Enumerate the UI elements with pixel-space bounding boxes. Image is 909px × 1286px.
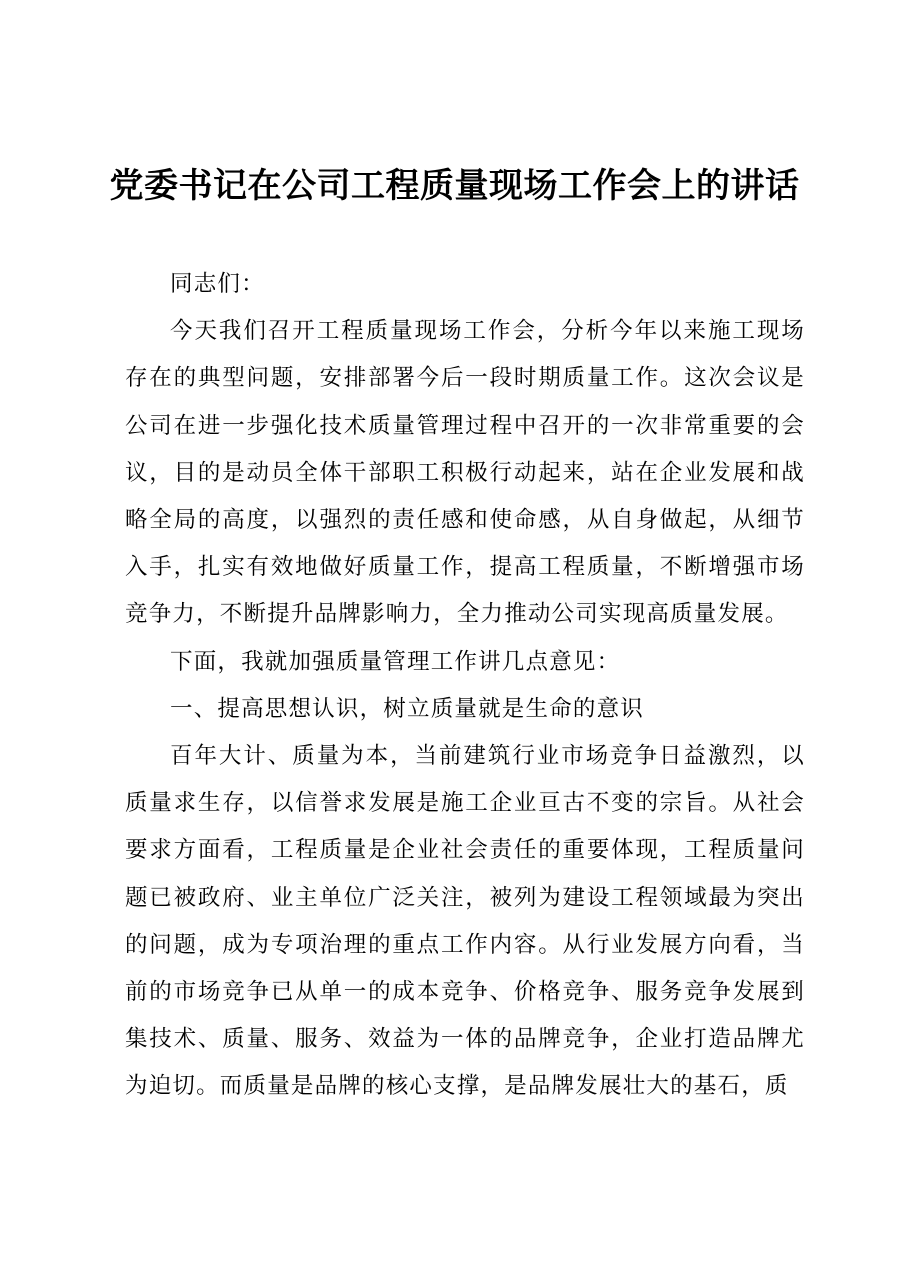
document-body [125, 261, 805, 1111]
transition-paragraph: 下面，我就加强质量管理工作讲几点意见： [170, 648, 621, 675]
intro-paragraph: 今天我们召开工程质量现场工作会，分析今年以来施工现场存在的典型问题，安排部署今后一段时期质量工作。这次会议是公司在进一步强化技术质量管理过程中召开的一次非常重要的会议，目的是动员全体干部职工积极行动起来，站在企业发展和战略全局的高度，以强烈的责任感和使命感，从自身做起，从细节入手，扎实有效地做好质量工作，提高工程质量，不断增强市场竞争力，不断提升品牌影响力，全力推动公司实现高质量发展。 [125, 318, 805, 628]
salutation-paragraph: 同志们： [170, 271, 265, 297]
section-heading: 一、提高思想认识，树立质量就是生命的意识 [170, 695, 645, 722]
section-paragraph: 百年大计、质量为本，当前建筑行业市场竞争日益激烈，以质量求生存，以信誉求发展是施工企业亘古不变的宗旨。从社会要求方面看，工程质量是企业社会责任的重要体现，工程质量问题已被政府、业主单位广泛关注，被列为建设工程领域最为突出的问题，成为专项治理的重点工作内容。从行业发展方向看，当前的市场竞争已从单一的成本竞争、价格竞争、服务竞争发展到集技术、质量、服务、效益为一体的品牌竞争，企业打造品牌尤为迫切。而质量是品牌的核心支撑，是品牌发展壮大的基石，质 [125, 743, 805, 1100]
document-title: 党委书记在公司工程质量现场工作会上的讲话 [109, 166, 800, 206]
